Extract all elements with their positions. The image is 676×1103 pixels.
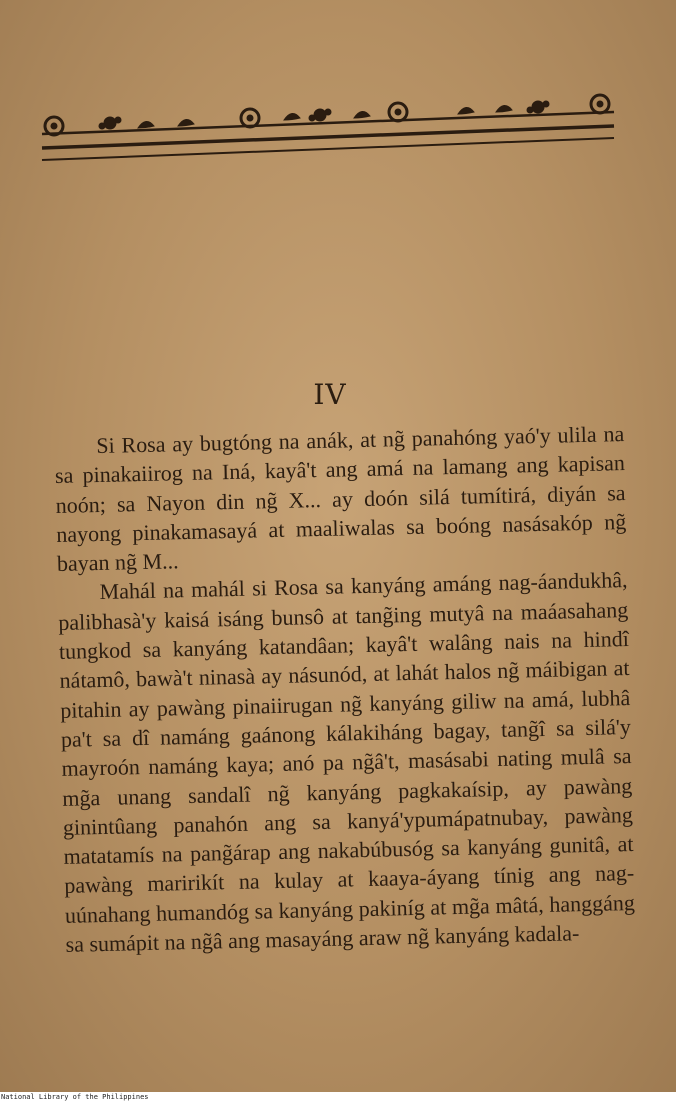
decorative-header-ornament: [38, 90, 618, 180]
paragraph: Si Rosa ay bugtóng na anák, at ng̃ panahóng yaó'y ulila na sa pinakaiirog na Iná, kayâ't ang amá na lamang ang kapisan noón; sa Nayon din ng̃ X... ay doón silá tumítirá, diyán sa nayong pinakamasayá at maaliwalas sa boóng nasásakóp ng̃ bayan ng̃ M...: [54, 421, 627, 577]
chapter-number: IV: [313, 378, 347, 411]
body-text: [54, 419, 636, 959]
footer-credit: National Library of the Philippines: [1, 1093, 149, 1101]
paragraph: Mahál na mahál si Rosa sa kanyáng amáng nag-áandukhâ, palibhasà'y kaisá isáng bunsô at tang̃ing mutyâ na maáasahang tungkod sa kanyáng katandâan; kayâ't walâng nais na hindî nátamô, bawà't ninasà ay násunód, at lahát halos ng̃ máibigan at pitahin ay pawàng pinaiirugan ng̃ kanyáng giliw na amá, lubhâ pa't sa dî namáng gaánong kálakiháng bagay, tang̃î sa silá'y mayroón namáng kaya; anó pa ng̃â't, masásabi nating mulâ sa mg̃a unang sandalî ng̃ kanyáng pagkakaísip, ay pawàng ginintûang panahón ang sa kanyá'ypumápatnubay, pawàng matatamís na pang̃árap ang nakabúbusóg sa kanyáng gunitâ, at pawàng maririkít na kulay at kaaya-áyang tínig ang nag-uúnahang humandóg sa kanyáng pakiníg at mg̃a mâtá, hanggáng sa sumápit na ng̃â ang masayáng araw ng̃ kanyáng kadala-: [58, 567, 636, 957]
